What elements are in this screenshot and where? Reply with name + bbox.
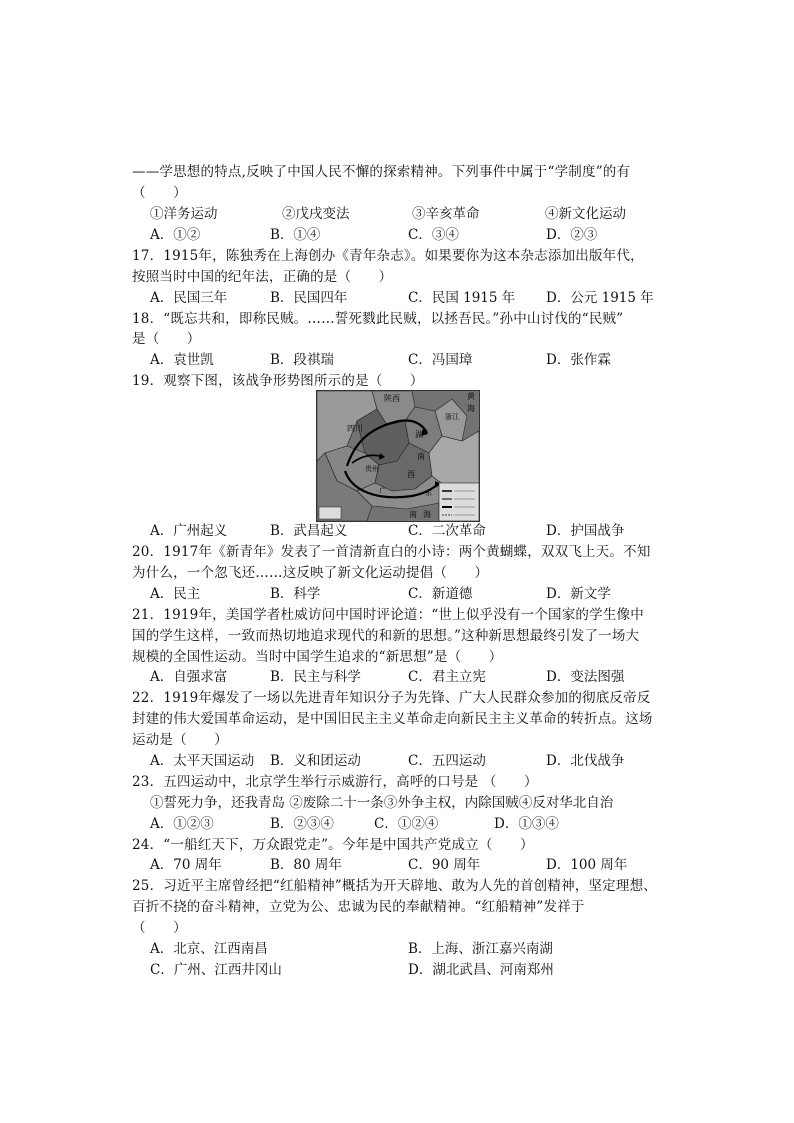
question-22-text: 封建的伟大爱国革命运动，是中国旧民主主义革命走向新民主主义革命的转折点。这场 [132, 711, 653, 727]
map-label: 南 [409, 510, 417, 519]
question-23-text: 23．五四运动中，北京学生举行示威游行，高呼的口号是 （ ） [132, 774, 538, 790]
option-c: C．③④ [408, 227, 459, 243]
option-a: A．民国三年 [150, 290, 228, 306]
question-17-text: 按照当时中国的纪年法，正确的是（ ） [132, 269, 393, 285]
answer-paren: （ ） [132, 185, 187, 201]
question-23-statements: ①誓死力争，还我青岛 ②废除二十一条③外争主权，内除国贼④反对华北自治 [150, 795, 614, 811]
question-21-text: 国的学生这样，一致而热切地追求现代的和新的思想。”这种新思想最终引发了一场大 [132, 628, 640, 644]
map-label: 陕西 [384, 394, 400, 403]
map-label: 南 [417, 452, 425, 461]
question-19-text: 19．观察下图，该战争形势图所示的是（ ） [132, 373, 424, 389]
question-21-text: 规模的全国性运动。当时中国学生追求的“新思想”是（ ） [132, 649, 503, 665]
option-c: C．新道德 [408, 586, 473, 602]
question-text: ——学思想的特点,反映了中国人民不懈的探索精神。下列事件中属于“学制度”的有 [132, 164, 631, 180]
option-d: D．①③④ [494, 816, 559, 832]
option-b: B．义和团运动 [270, 753, 361, 769]
map-graphic [317, 391, 479, 521]
choice-item: ④新文化运动 [545, 206, 626, 222]
question-18-text: 是（ ） [132, 331, 201, 347]
map-label: 四川 [347, 424, 363, 433]
option-d: D．北伐战争 [546, 753, 625, 769]
option-c: C．二次革命 [408, 523, 486, 539]
option-a: A．自强求富 [150, 669, 228, 685]
option-a: A．广州起义 [150, 523, 228, 539]
option-b: B．科学 [270, 586, 321, 602]
option-b: B．①④ [270, 227, 321, 243]
war-situation-map [316, 390, 480, 522]
map-label: 广 [379, 487, 386, 495]
option-a: A．70 周年 [150, 857, 222, 873]
option-b: B．上海、浙江嘉兴南湖 [408, 941, 553, 957]
map-label: 湖 [415, 430, 423, 439]
question-17-text: 17．1915年，陈独秀在上海创办《青年杂志》。如果要你为这本杂志添加出版年代， [132, 248, 644, 264]
option-a: A．北京、江西南昌 [150, 941, 268, 957]
question-21-text: 21．1919年，美国学者杜威访问中国时评论道：“世上似乎没有一个国家的学生像中 [132, 607, 644, 623]
map-label: 贵州 [365, 465, 379, 473]
map-label: 浙江 [445, 413, 459, 421]
option-a: A．太平天国运动 [150, 753, 255, 769]
option-b: B．武昌起义 [270, 523, 348, 539]
question-22-text: 运动是（ ） [132, 732, 228, 748]
map-label: 西 [407, 470, 415, 479]
choice-item: ②戊戌变法 [282, 206, 350, 222]
question-20-text: 20．1917年《新青年》发表了一首清新直白的小诗：两个黄蝴蝶，双双飞上天。不知 [132, 544, 651, 560]
option-a: A．袁世凯 [150, 352, 214, 368]
option-a: A．民主 [150, 586, 201, 602]
choice-item: ③辛亥革命 [412, 206, 480, 222]
option-c: C．90 周年 [408, 857, 481, 873]
option-d: D．变法图强 [546, 669, 625, 685]
option-c: C．广州、江西井冈山 [150, 962, 282, 978]
option-c: C．民国 1915 年 [408, 290, 516, 306]
question-25-text: 百折不挠的奋斗精神，立党为公、忠诚为民的奉献精神。“红船精神”发祥于 [132, 899, 585, 915]
question-25-text: 25．习近平主席曾经把“红船精神”概括为开天辟地、敢为人先的首创精神，坚定理想、 [132, 878, 657, 894]
option-c: C．君主立宪 [408, 669, 486, 685]
option-d: D．张作霖 [546, 352, 611, 368]
map-label: 海 [467, 404, 475, 413]
option-b: B．段祺瑞 [270, 352, 334, 368]
option-d: D．100 周年 [546, 857, 628, 873]
option-c: C．五四运动 [408, 753, 486, 769]
option-b: B．民国四年 [270, 290, 348, 306]
option-d: D．护国战争 [546, 523, 625, 539]
option-b: B．民主与科学 [270, 669, 361, 685]
map-label: 海 [423, 510, 431, 519]
answer-paren: （ ） [132, 920, 187, 936]
option-b: B．②③④ [270, 816, 334, 832]
question-20-text: 为什么，一个忽飞还……这反映了新文化运动提倡（ ） [132, 565, 489, 581]
option-d: D．新文学 [546, 586, 611, 602]
option-a: A．①②③ [150, 816, 214, 832]
question-24-text: 24．“一船红天下，万众跟党走”。今年是中国共产党成立（ ） [132, 837, 534, 853]
option-b: B．80 周年 [270, 857, 342, 873]
option-c: C．冯国璋 [408, 352, 473, 368]
option-d: D．湖北武昌、河南郑州 [408, 962, 554, 978]
map-label: 黄 [467, 392, 475, 401]
option-a: A．①② [150, 227, 201, 243]
question-18-text: 18．“既忘共和，即称民贼。……誓死戮此民贼，以拯吾民。”孙中山讨伐的“民贼” [132, 311, 624, 327]
map-label: 东 [425, 489, 432, 497]
choice-item: ①洋务运动 [150, 206, 218, 222]
option-c: C．①②④ [374, 816, 439, 832]
option-d: D．公元 1915 年 [546, 290, 654, 306]
option-d: D．②③ [546, 227, 598, 243]
question-22-text: 22．1919年爆发了一场以先进青年知识分子为先锋、广大人民群众参加的彻底反帝反 [132, 690, 651, 706]
